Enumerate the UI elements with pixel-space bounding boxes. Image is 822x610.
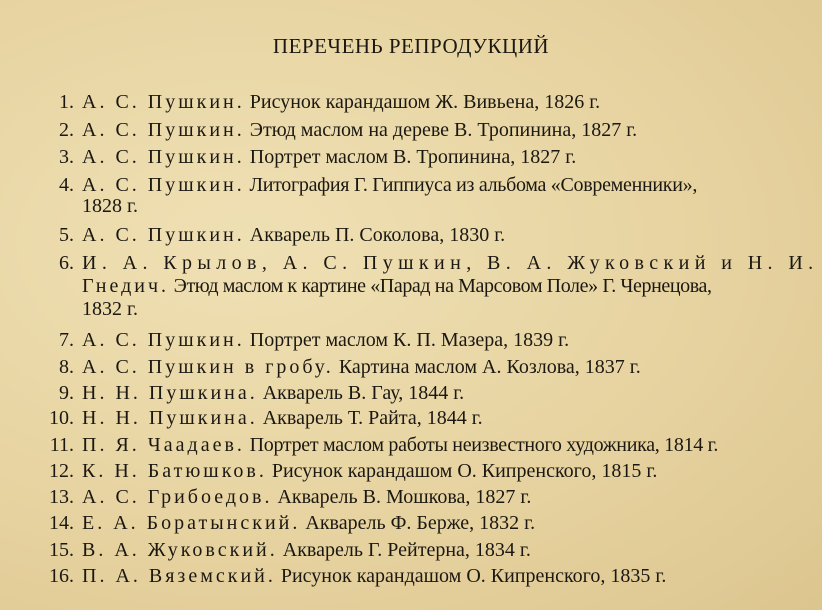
- item-name: Гнедич.: [82, 275, 170, 297]
- item-name: К. Н. Батюшков.: [82, 460, 267, 482]
- item-description: Рисунок карандашом О. Кипренского, 1815 г.: [266, 460, 658, 482]
- item-text: [82, 380, 464, 407]
- item-continuation: 1828 г.: [82, 195, 138, 217]
- item-name: П. Я. Чаадаев.: [82, 434, 245, 456]
- item-text: [82, 354, 641, 381]
- item-text: [82, 510, 535, 537]
- page-title: ПЕРЕЧЕНЬ РЕПРОДУКЦИЙ: [272, 34, 550, 58]
- item-description: Акварель Т. Райта, 1844 г.: [257, 407, 483, 429]
- item-name: Н. Н. Пушкина.: [82, 407, 258, 429]
- item-name: Е. А. Боратынский.: [82, 512, 301, 534]
- item-number: 1.: [59, 91, 74, 113]
- item-description: Рисунок карандашом Ж. Вивьена, 1826 г.: [244, 91, 601, 113]
- item-text: [82, 432, 718, 459]
- item-name: А. С. Грибоедов.: [82, 486, 273, 508]
- item-number: 6.: [59, 252, 74, 274]
- item-name: А. С. Пушкин.: [82, 174, 245, 196]
- item-number: 3.: [59, 146, 74, 168]
- item-name: А. С. Пушкин.: [82, 119, 245, 141]
- item-name: А. С. Пушкин в гробу.: [82, 356, 334, 378]
- item-description: Акварель П. Соколова, 1830 г.: [244, 224, 506, 246]
- item-name: Н. Н. Пушкина.: [82, 382, 258, 404]
- item-description: Портрет маслом работы неизвестного художника, 1814 г.: [244, 434, 719, 456]
- item-name: А. С. Пушкин.: [82, 146, 245, 168]
- item-text: [82, 537, 531, 564]
- item-number: 4.: [59, 174, 74, 196]
- item-description: Этюд маслом к картине «Парад на Марсовом Поле» Г. Чернецова,: [169, 275, 712, 297]
- item-continuation: 1832 г.: [82, 298, 138, 320]
- item-text: [82, 222, 505, 249]
- item-number: 16.: [49, 565, 74, 587]
- item-description: Этюд маслом на дереве В. Тропинина, 1827 г.: [244, 119, 638, 141]
- item-description: Акварель В. Мошкова, 1827 г.: [272, 486, 532, 508]
- item-name: А. С. Пушкин.: [82, 91, 245, 113]
- item-number: 2.: [59, 119, 74, 141]
- item-name: А. С. Пушкин.: [82, 329, 245, 351]
- item-text: [82, 273, 712, 300]
- item-name: П. А. Вяземский.: [82, 565, 276, 587]
- item-description: Портрет маслом К. П. Мазера, 1839 г.: [244, 329, 570, 351]
- item-number: 11.: [49, 434, 74, 456]
- item-number: 8.: [59, 356, 74, 378]
- item-text: [82, 117, 637, 144]
- item-text: [82, 458, 657, 485]
- item-description: Портрет маслом В. Тропинина, 1827 г.: [244, 146, 577, 168]
- item-number: 5.: [59, 224, 74, 246]
- item-text: [82, 563, 666, 590]
- item-number: 10.: [49, 407, 74, 429]
- item-description: Акварель В. Гау, 1844 г.: [257, 382, 465, 404]
- item-number: 9.: [59, 382, 74, 404]
- item-name: И. А. Крылов, А. С. Пушкин, В. А. Жуковский и Н. И.: [82, 252, 819, 274]
- item-description: Акварель Г. Рейтерна, 1834 г.: [277, 539, 531, 561]
- item-text: [82, 405, 483, 432]
- item-description: Рисунок карандашом О. Кипренского, 1835 г.: [275, 565, 667, 587]
- item-number: 15.: [49, 539, 74, 561]
- item-text: [82, 327, 569, 354]
- item-description: Литография Г. Гиппиуса из альбома «Современники»,: [244, 174, 698, 196]
- item-text: [82, 89, 600, 116]
- item-number: 13.: [49, 486, 74, 508]
- item-number: 7.: [59, 329, 74, 351]
- item-number: 14.: [49, 512, 74, 534]
- item-text: [82, 172, 697, 199]
- item-description: Картина маслом А. Козлова, 1837 г.: [333, 356, 641, 378]
- item-name: В. А. Жуковский.: [82, 539, 278, 561]
- item-name: А. С. Пушкин.: [82, 224, 245, 246]
- item-text: [82, 484, 531, 511]
- item-description: Акварель Ф. Берже, 1832 г.: [300, 512, 536, 534]
- item-number: 12.: [49, 460, 74, 482]
- item-text: [82, 144, 576, 171]
